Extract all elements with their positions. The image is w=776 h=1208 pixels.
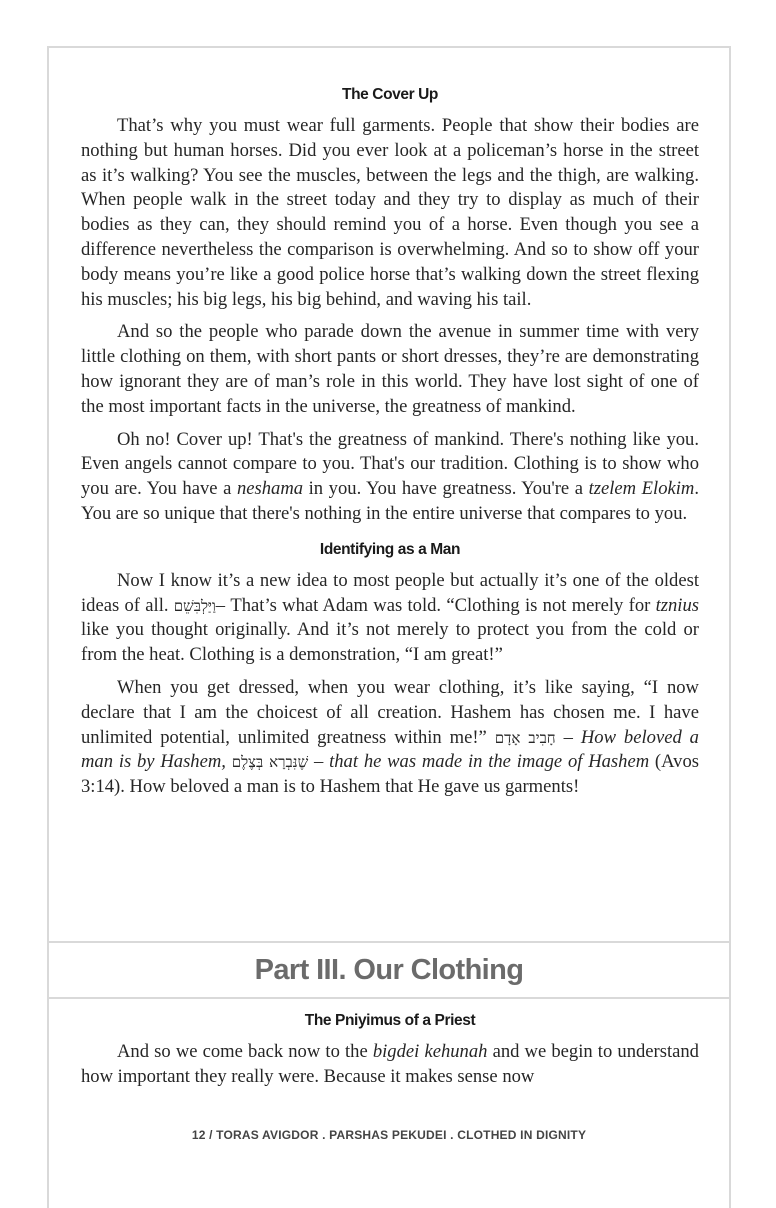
upper-content [81,86,699,808]
section-heading-pniyimus: The Pniyimus of a Priest [304,1012,476,1029]
italic-term: tznius [655,594,699,616]
text-run: And so we come back now to the [117,1041,373,1062]
text-run: (Avos 3:14). How beloved a man is to Hashem that He gave us garments! [81,751,700,798]
text-run: – [555,726,581,748]
page-footer: 12 / TORAS AVIGDOR . PARSHAS PEKUDEI . CLOTHED IN DIGNITY [191,1128,587,1142]
italic-term: – that he was made in the image of Hashem [308,751,650,773]
paragraph [81,676,699,800]
text-run: Now I know it’s a new idea to most people but actually it’s one of the oldest ideas of all. [81,569,699,616]
section-heading-cover-up: The Cover Up [342,86,438,103]
text-run: . You are so unique that there's nothing in the entire universe that compares to you. [81,478,699,524]
section-heading-identifying: Identifying as a Man [319,540,461,558]
paragraph [81,114,699,312]
text-run: That’s why you must wear full garments. People that show their bodies are nothing but human horses. Did you ever look at a policeman’s horse in the street as it’s walking? You see the muscles, between the legs and the thigh, are walking. When people walk in the street today and they try to display as much of their bodies as they can, they should remind you of a horse. Even though you see a difference nevertheless the comparison is overwhelming. And so to show off your body means you’re like a good police horse that’s walking down the street flexing his muscles; his big legs, his big behind, and waving his tail. [81,115,699,310]
lower-content [81,1012,699,1098]
text-run: and we begin to understand how important they really were. Because it makes sense now [81,1041,699,1087]
part-title: Part III. Our Clothing [254,953,524,986]
italic-term: tzelem Elokim [588,478,695,500]
paragraph [81,1040,699,1090]
paragraph [81,428,699,527]
text-run: like you thought originally. And it’s not merely to protect you from the cold or from the heat. Clothing is a demonstration, “I am great!” [81,619,699,666]
book-page [47,46,731,1208]
text-run: Oh no! Cover up! That's the greatness of mankind. There's nothing like you. Even angels cannot compare to you. That's our tradition. Clothing is to show who you are. You have a [81,428,699,500]
hebrew-quote: חָבִיב אָדָם [494,728,556,747]
hebrew-quote: וַיַּלְבִּשֵׁם [173,596,216,615]
text-run: – That’s what Adam was told. “Clothing is not merely for [215,594,656,616]
part-title-band [49,941,729,999]
text-run: in you. You have greatness. You're a [303,478,589,500]
paragraph [81,569,699,668]
hebrew-quote: שֶׁנִּבְרָא בְּצֶלֶם [231,753,309,772]
italic-term: How beloved a man is by Hashem, [81,726,699,773]
text-run: When you get dressed, when you wear clothing, it’s like saying, “I now declare that I am the choicest of all creation. Hashem has chosen me. I have unlimited potential, unlimited greatness within me!” [81,676,699,748]
italic-term: bigdei kehunah [372,1041,488,1062]
paragraph [81,320,699,419]
text-run: And so the people who parade down the avenue in summer time with very little clothing on them, with short pants or short dresses, they’re are demonstrating how ignorant they are of man’s role in this world. They have lost sight of one of the most important facts in the universe, the greatness of mankind. [81,321,699,417]
italic-term: neshama [236,478,304,500]
